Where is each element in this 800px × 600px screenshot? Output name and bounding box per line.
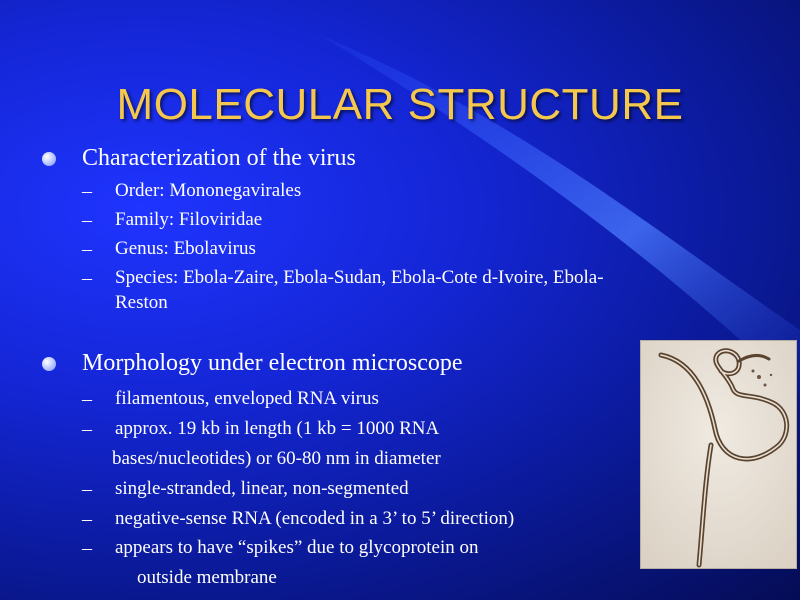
- bullet-dot-icon: [42, 357, 56, 371]
- dash-icon: –: [82, 267, 92, 289]
- list-item: Family: Filoviridae: [115, 209, 263, 230]
- dash-icon: –: [82, 508, 92, 530]
- dash-icon: –: [82, 478, 92, 500]
- list-item-continuation: bases/nucleotides) or 60-80 nm in diameter: [112, 448, 441, 469]
- list-item: single-stranded, linear, non-segmented: [115, 478, 409, 499]
- list-item: filamentous, enveloped RNA virus: [115, 388, 379, 409]
- list-item: approx. 19 kb in length (1 kb = 1000 RNA: [115, 418, 440, 439]
- list-item: Genus: Ebolavirus: [115, 238, 256, 259]
- list-item: appears to have “spikes” due to glycoprotein on: [115, 537, 479, 558]
- bullet-dot-icon: [42, 152, 56, 166]
- section-heading-morphology: Morphology under electron microscope: [82, 350, 463, 376]
- dash-icon: –: [82, 418, 92, 440]
- dash-icon: –: [82, 238, 92, 260]
- list-item: Species: Ebola-Zaire, Ebola-Sudan, Ebola-Cote d-Ivoire, Ebola-: [115, 267, 604, 288]
- list-item-continuation: Reston: [115, 292, 168, 313]
- virus-micrograph-image: [640, 340, 797, 569]
- list-item-continuation: outside membrane: [137, 567, 277, 588]
- slide-title: MOLECULAR STRUCTURE: [116, 80, 684, 129]
- dash-icon: –: [82, 537, 92, 559]
- dash-icon: –: [82, 180, 92, 202]
- section-heading-characterization: Characterization of the virus: [82, 145, 356, 171]
- dash-icon: –: [82, 209, 92, 231]
- dash-icon: –: [82, 388, 92, 410]
- list-item: Order: Mononegavirales: [115, 180, 302, 201]
- list-item: negative-sense RNA (encoded in a 3’ to 5’ direction): [115, 508, 515, 529]
